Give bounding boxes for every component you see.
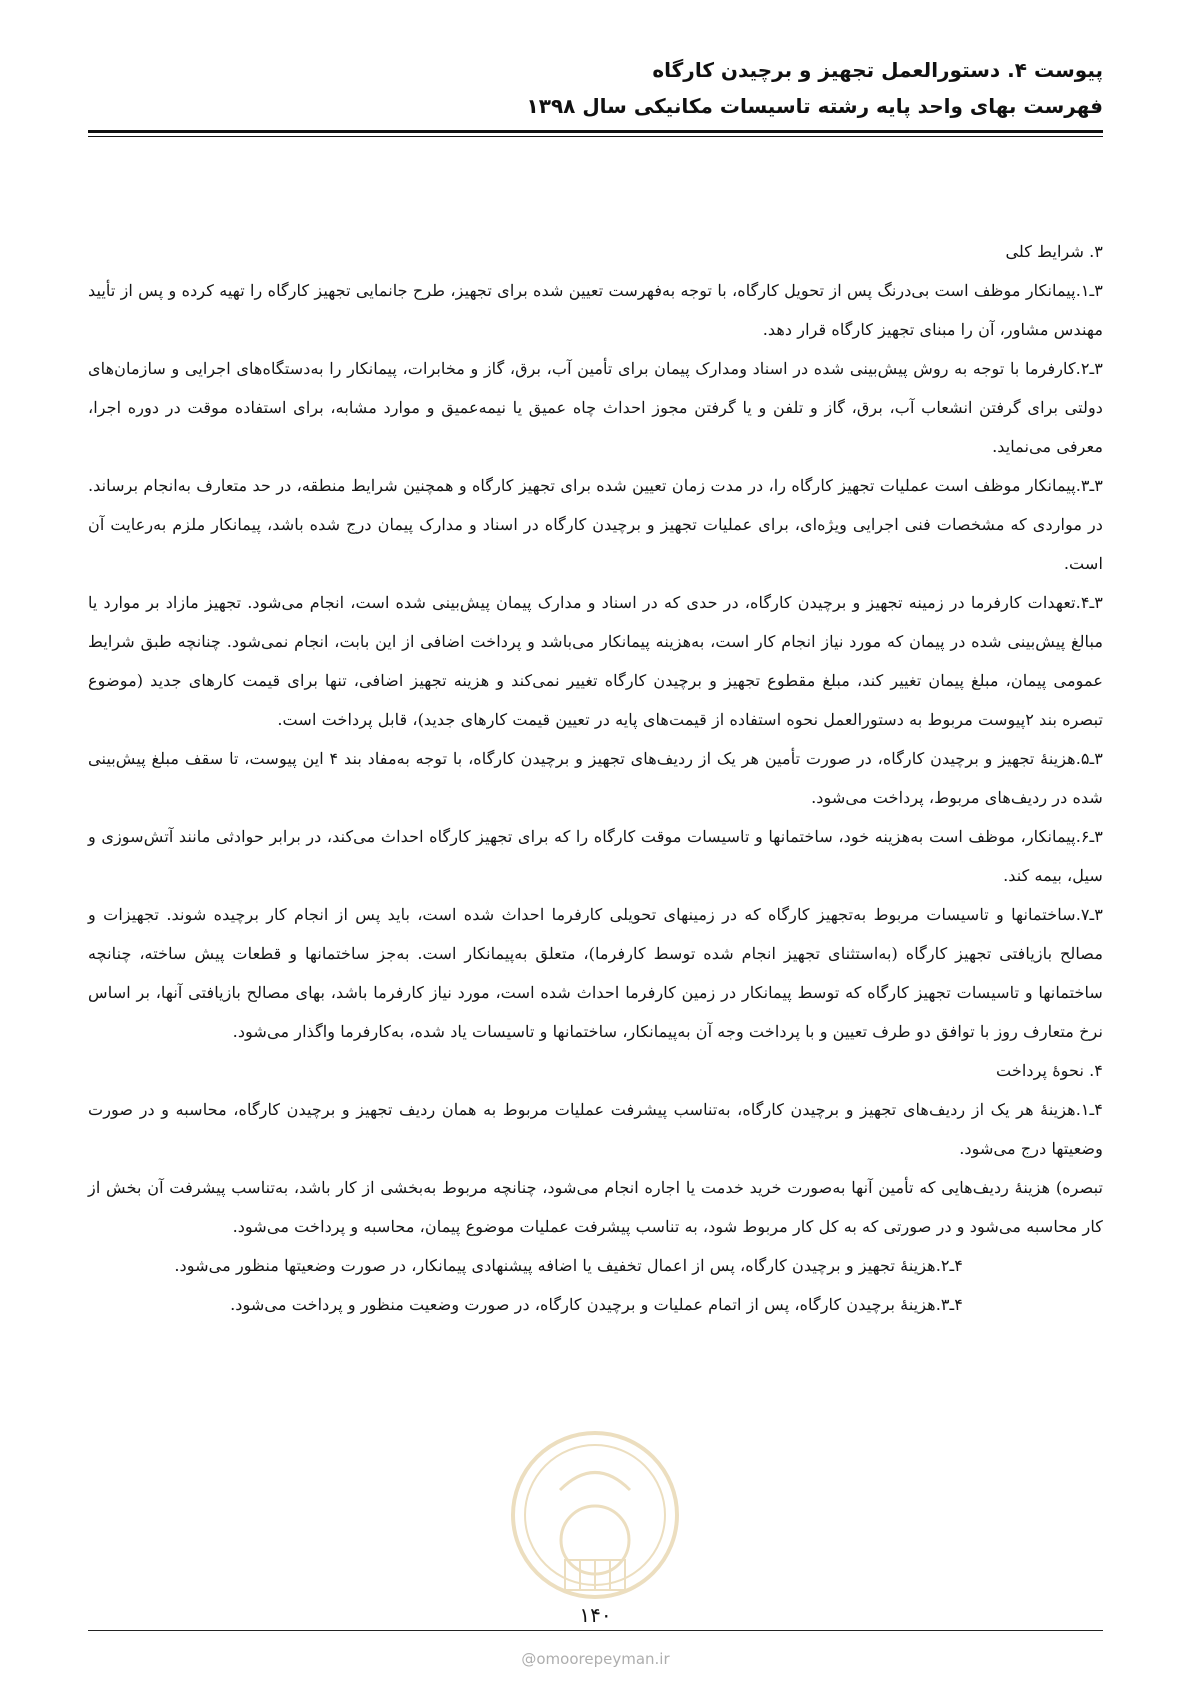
header-rule-thin <box>88 136 1103 137</box>
footer-rule <box>88 1630 1103 1631</box>
watermark-seal-icon <box>505 1410 685 1610</box>
document-body <box>88 232 1103 1324</box>
header-rule-thick <box>88 130 1103 133</box>
paragraph: ۳ـ۱.پیمانکار موظف است بی‌درنگ پس از تحویل کارگاه، با توجه به‌فهرست تعیین شده برای تجهیز، طرح جانمایی تجهیز کارگاه را تهیه کرده و پس از تأیید مهندس مشاور، آن را مبنای تجهیز کارگاه قرار دهد. <box>88 281 1103 339</box>
paragraph: ۳ـ۴.تعهدات کارفرما در زمینه تجهیز و برچیدن کارگاه، در حدی که در اسناد و مدارک پیمان پیش‌بینی شده است، انجام می‌شود. تجهیز مازاد بر موارد یا مبالغ پیش‌بینی شده در پیمان که مورد نیاز انجام کار است، به‌هزینه پیمانکار می‌باشد و پرداخت اضافی از این بابت، انجام نمی‌شود. چنانچه طبق شرایط عمومی پیمان، مبلغ پیمان تغییر کند، مبلغ مقطوع تجهیز و برچیدن کارگاه تغییر نمی‌کند و هزینه تجهیز اضافی، تنها برای قیمت کارهای جدید (موضوع تبصره بند ۲پیوست مربوط به دستورالعمل نحوه استفاده از قیمت‌های پایه در تعیین قیمت کارهای جدید)، قابل پرداخت است. <box>88 593 1103 729</box>
paragraph: ۳ـ۶.پیمانکار، موظف است به‌هزینه خود، ساختمانها و تاسیسات موقت کارگاه را که برای تجهیز کارگاه احداث می‌کند، در برابر حوادثی مانند آتش‌سوزی و سیل، بیمه کند. <box>88 827 1103 885</box>
paragraph: ۳ـ۷.ساختمانها و تاسیسات مربوط به‌تجهیز کارگاه که در زمینهای تحویلی کارفرما احداث شده است، باید پس از انجام کار برچیده شوند. تجهیزات و مصالح بازیافتی تجهیز کارگاه (به‌استثنای تجهیز انجام شده توسط کارفرما)، متعلق به‌پیمانکار است. به‌جز ساختمانها و قطعات پیش ساخته، چنانچه ساختمانها و تاسیسات تجهیز کارگاه که توسط پیمانکار در زمین کارفرما احداث شده است، مورد نیاز کارفرما باشد، بهای مصالح بازیافتی آنها، بر اساس نرخ متعارف روز با توافق دو طرف تعیین و با پرداخت وجه آن به‌پیمانکار، ساختمانها و تاسیسات یاد شده، به‌کارفرما واگذار می‌شود. <box>88 905 1103 1041</box>
paragraph: ۳ـ۳.پیمانکار موظف است عملیات تجهیز کارگاه را، در مدت زمان تعیین شده برای تجهیز کارگاه و همچنین شرایط منطقه، در حد متعارف به‌انجام برساند. در مواردی که مشخصات فنی اجرایی ویژه‌ای، برای عملیات تجهیز و برچیدن کارگاه در اسناد و مدارک پیمان درج شده باشد، پیمانکار ملزم به‌رعایت آن است. <box>88 476 1103 573</box>
page-header <box>88 52 1103 124</box>
paragraph: ۴ـ۲.هزینهٔ تجهیز و برچیدن کارگاه، پس از اعمال تخفیف یا اضافه پیشنهادی پیمانکار، در صورت وضعیتها منظور می‌شود. <box>174 1256 963 1275</box>
paragraph: ۴ـ۱.هزینهٔ هر یک از ردیف‌های تجهیز و برچیدن کارگاه، به‌تناسب پیشرفت عملیات مربوط به همان ردیف تجهیز و برچیدن کارگاه، محاسبه و در صورت وضعیتها درج می‌شود. <box>88 1100 1103 1158</box>
note-paragraph: تبصره) هزینهٔ ردیف‌هایی که تأمین آنها به‌صورت خرید خدمت یا اجاره انجام می‌شود، چنانچه مربوط به‌بخشی از کار باشد، به‌تناسب پیشرفت آن بخش از کار محاسبه می‌شود و در صورتی که به کل کار مربوط شود، به تناسب پیشرفت عملیات موضوع پیمان، محاسبه و پرداخت می‌شود. <box>88 1178 1103 1236</box>
paragraph: ۳ـ۲.کارفرما با توجه به روش پیش‌بینی شده در اسناد ومدارک پیمان برای تأمین آب، برق، گاز و مخابرات، پیمانکار را به‌دستگاه‌های اجرایی و سازمان‌های دولتی برای گرفتن انشعاب آب، برق، گاز و تلفن و یا گرفتن مجوز احداث چاه عمیق یا نیمه‌عمیق و موارد مشابه، برای استفاده موقت در دوره اجرا، معرفی می‌نماید. <box>88 359 1103 456</box>
header-title: پیوست ۴. دستورالعمل تجهیز و برچیدن کارگاه <box>652 58 1103 82</box>
section-heading-general: ۳. شرایط کلی <box>1005 242 1103 261</box>
paragraph: ۴ـ۳.هزینهٔ برچیدن کارگاه، پس از اتمام عملیات و برچیدن کارگاه، در صورت وضعیت منظور و پرداخت می‌شود. <box>230 1295 963 1314</box>
watermark-text: @omoorepeyman.ir <box>521 1650 670 1668</box>
section-heading-payment: ۴. نحوهٔ پرداخت <box>996 1061 1103 1080</box>
header-subtitle: فهرست بهای واحد پایه رشته تاسیسات مکانیکی سال ۱۳۹۸ <box>526 94 1103 118</box>
paragraph: ۳ـ۵.هزینهٔ تجهیز و برچیدن کارگاه، در صورت تأمین هر یک از ردیف‌های تجهیز و برچیدن کارگاه، با توجه به‌مفاد بند ۴ این پیوست، تا سقف مبلغ پیش‌بینی شده در ردیف‌های مربوط، پرداخت می‌شود. <box>88 749 1103 807</box>
page-number: ۱۴۰ <box>579 1603 612 1627</box>
